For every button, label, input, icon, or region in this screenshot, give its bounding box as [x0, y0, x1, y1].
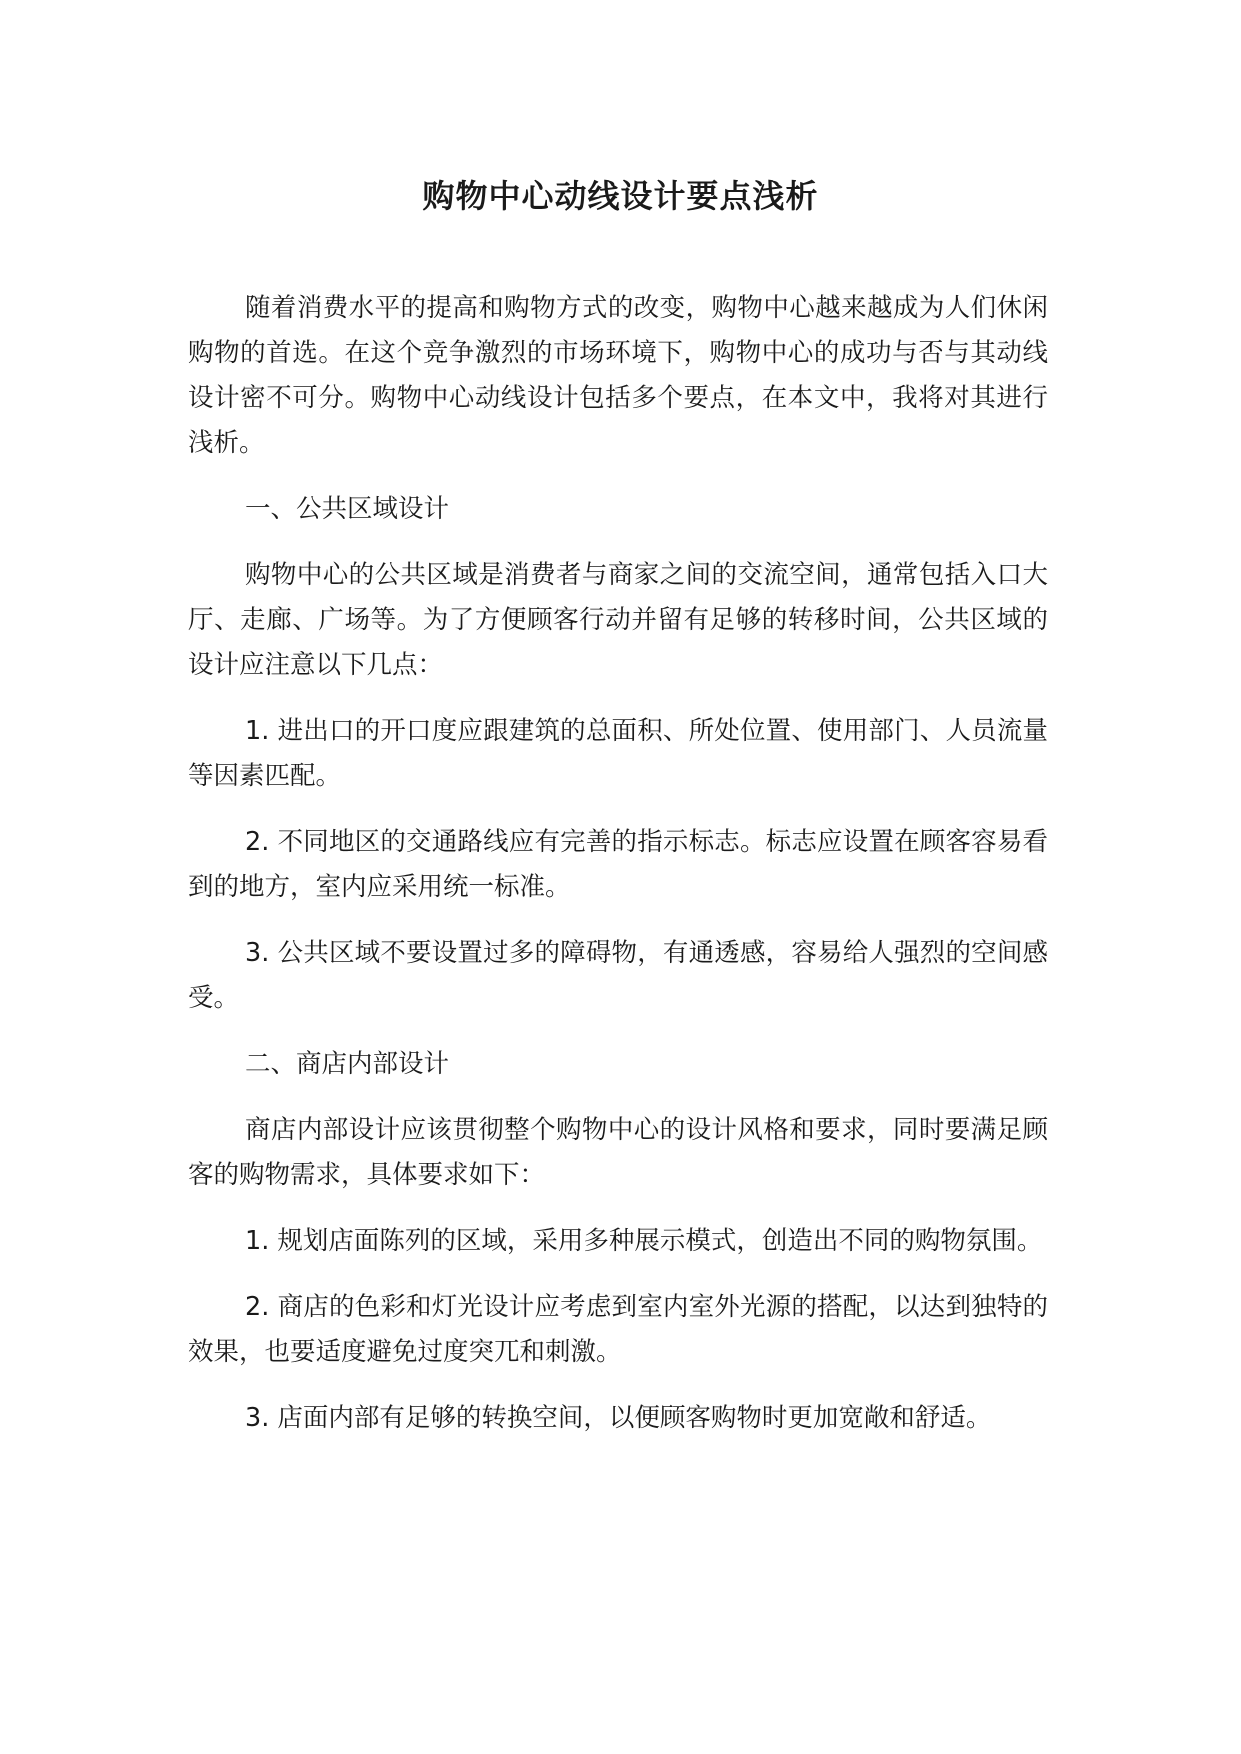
public-area-paragraph: 购物中心的公共区域是消费者与商家之间的交流空间，通常包括入口大厅、走廊、广场等。为了方便顾客行动并留有足够的转移时间，公共区域的设计应注意以下几点：: [188, 560, 1048, 680]
public-area-point-1: 1. 进出口的开口度应跟建筑的总面积、所处位置、使用部门、人员流量等因素匹配。: [188, 716, 1048, 791]
document-title: 购物中心动线设计要点浅析: [422, 177, 819, 215]
store-interior-paragraph: 商店内部设计应该贯彻整个购物中心的设计风格和要求，同时要满足顾客的购物需求，具体要求如下：: [188, 1115, 1048, 1190]
section-heading-public-area: 一、公共区域设计: [245, 494, 450, 524]
store-interior-point-1: 1. 规划店面陈列的区域，采用多种展示模式，创造出不同的购物氛围。: [245, 1226, 1043, 1256]
intro-paragraph: 随着消费水平的提高和购物方式的改变，购物中心越来越成为人们休闲购物的首选。在这个竞争激烈的市场环境下，购物中心的成功与否与其动线设计密不可分。购物中心动线设计包括多个要点，在本文中，我将对其进行浅析。: [188, 293, 1048, 458]
store-interior-point-3: 3. 店面内部有足够的转换空间，以便顾客购物时更加宽敞和舒适。: [245, 1403, 992, 1433]
store-interior-point-2: 2. 商店的色彩和灯光设计应考虑到室内室外光源的搭配，以达到独特的效果，也要适度避免过度突兀和刺激。: [188, 1292, 1048, 1367]
public-area-point-2: 2. 不同地区的交通路线应有完善的指示标志。标志应设置在顾客容易看到的地方，室内应采用统一标准。: [188, 827, 1048, 902]
public-area-point-3: 3. 公共区域不要设置过多的障碍物，有通透感，容易给人强烈的空间感受。: [188, 938, 1048, 1013]
document-body: [188, 286, 1048, 1441]
section-heading-store-interior: 二、商店内部设计: [245, 1049, 450, 1079]
